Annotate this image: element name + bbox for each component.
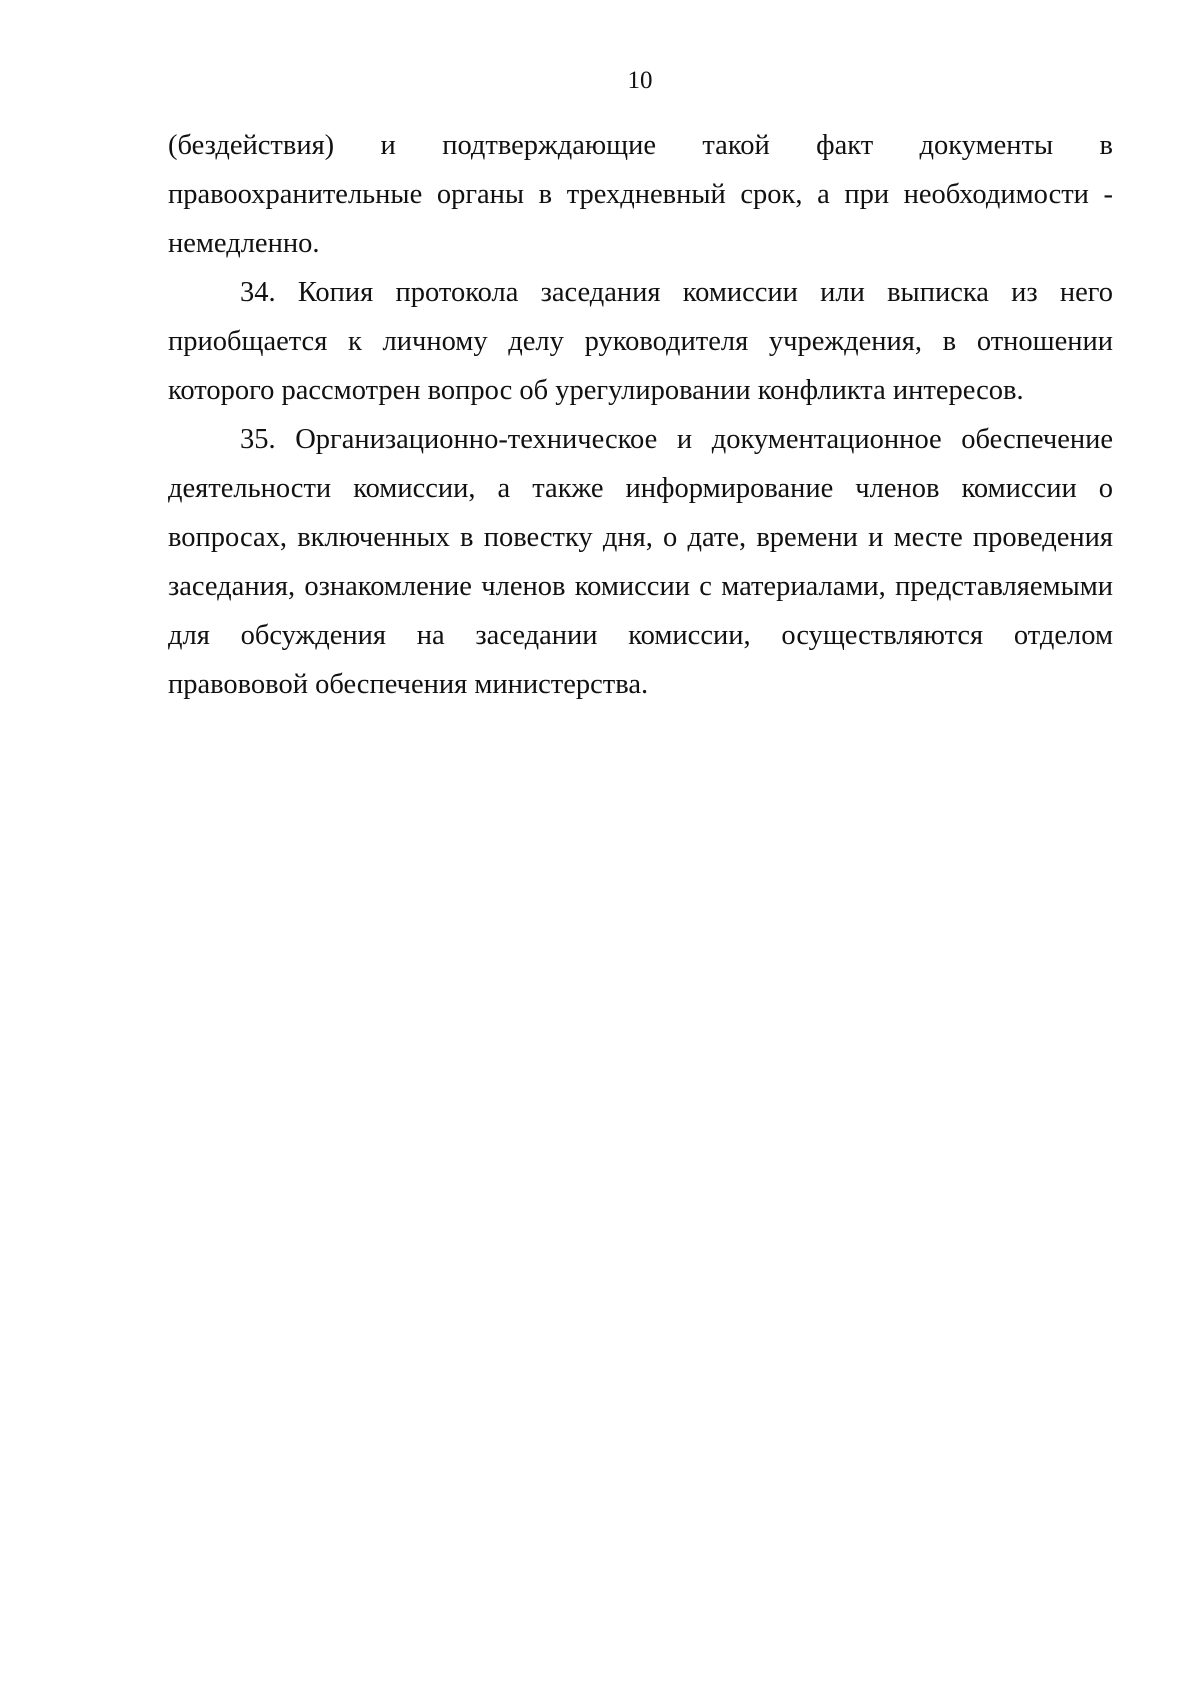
document-body bbox=[168, 121, 1113, 709]
text-line: 34. Копия протокола заседания комиссии или выписка из него bbox=[240, 277, 1113, 308]
text-line: приобщается к личному делу руководителя учреждения, в отношении bbox=[168, 326, 1113, 357]
text-line: которого рассмотрен вопрос об урегулировании конфликта интересов. bbox=[168, 375, 1024, 406]
page-number: 10 bbox=[627, 67, 653, 94]
text-line: деятельности комиссии, а также информирование членов комиссии о bbox=[168, 473, 1113, 504]
paragraph-continuation bbox=[168, 121, 1113, 268]
text-line: (бездействия) и подтверждающие такой факт документы в bbox=[168, 130, 1113, 161]
text-line: правоохранительные органы в трехдневный срок, а при необходимости - bbox=[168, 179, 1113, 210]
text-line: вопросах, включенных в повестку дня, о дате, времени и месте проведения bbox=[168, 522, 1113, 553]
text-line: заседания, ознакомление членов комиссии с материалами, представляемыми bbox=[168, 571, 1113, 602]
text-line: 35. Организационно-техническое и документационное обеспечение bbox=[240, 424, 1113, 455]
text-line: правововой обеспечения министерства. bbox=[168, 669, 649, 700]
text-line: для обсуждения на заседании комиссии, осуществляются отделом bbox=[168, 620, 1113, 651]
paragraph-item-35 bbox=[168, 415, 1113, 709]
text-line: немедленно. bbox=[168, 228, 320, 259]
paragraph-item-34 bbox=[168, 268, 1113, 415]
